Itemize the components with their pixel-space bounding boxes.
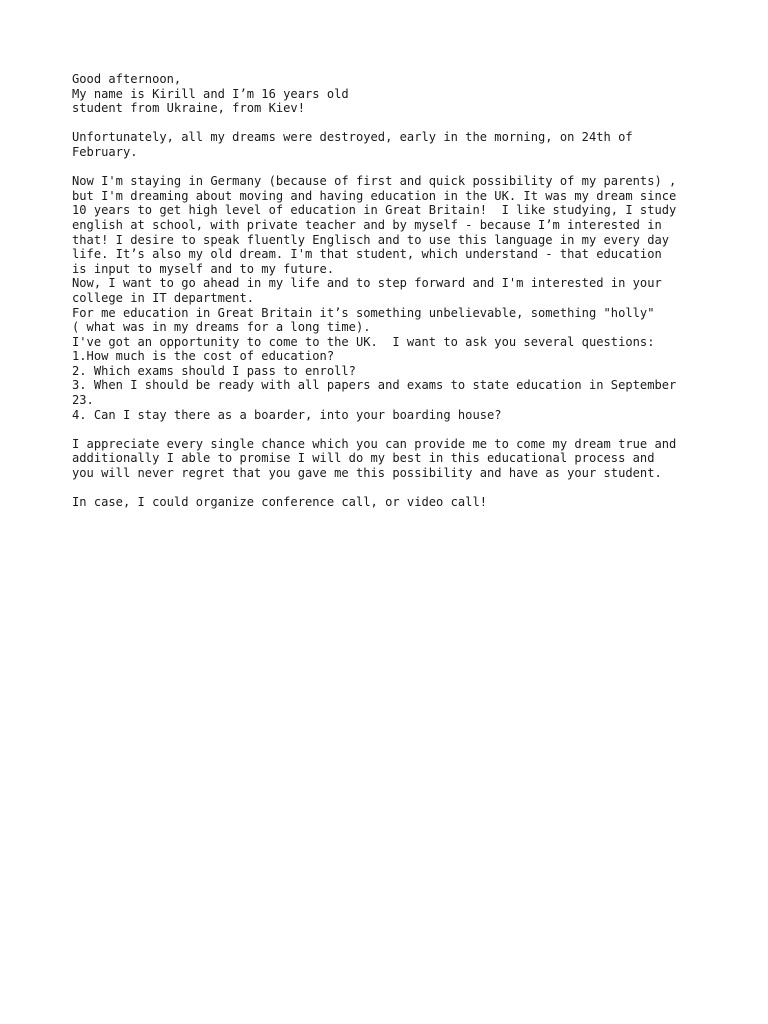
- text-line: For me education in Great Britain it’s something unbelievable, something "holly": [72, 305, 655, 320]
- main-paragraph: [72, 174, 712, 422]
- closing-paragraph: [72, 495, 712, 510]
- question-line: 2. Which exams should I pass to enroll?: [72, 363, 356, 378]
- text-line: I've got an opportunity to come to the UK. I want to ask you several questions:: [72, 334, 655, 349]
- question-line: 3. When I should be ready with all papers and exams to state education in September: [72, 378, 677, 393]
- text-line: Good afternoon,: [72, 72, 182, 86]
- text-line: college in IT department.: [72, 290, 255, 305]
- appreciation-paragraph: [72, 437, 712, 481]
- text-line: student from Ukraine, from Kiev!: [72, 101, 305, 116]
- text-line: Now, I want to go ahead in my life and to step forward and I'm interested in your: [72, 276, 662, 291]
- question-line: 4. Can I stay there as a boarder, into your boarding house?: [72, 407, 502, 422]
- text-line: In case, I could organize conference call, or video call!: [72, 495, 488, 510]
- text-line: english at school, with private teacher and by myself - because I’m interested in: [72, 217, 662, 232]
- text-line: you will never regret that you gave me this possibility and have as your student.: [72, 466, 662, 481]
- greeting-paragraph: [72, 72, 712, 116]
- letter-body: [72, 72, 712, 524]
- text-line: Now I'm staying in Germany (because of first and quick possibility of my parents) ,: [72, 174, 677, 189]
- text-line: February.: [72, 144, 138, 159]
- text-line: is input to myself and to my future.: [72, 261, 335, 276]
- text-line: additionally I able to promise I will do my best in this educational process and: [72, 451, 655, 466]
- text-line: life. It’s also my old dream. I'm that student, which understand - that education: [72, 247, 662, 262]
- text-line: My name is Kirill and I’m 16 years old: [72, 86, 349, 101]
- text-line: ( what was in my dreams for a long time).: [72, 320, 371, 335]
- text-line: I appreciate every single chance which you can provide me to come my dream true and: [72, 436, 677, 451]
- question-line: 23.: [72, 393, 94, 408]
- text-line: that! I desire to speak fluently Englisch and to use this language in my every day: [72, 232, 670, 247]
- text-line: but I'm dreaming about moving and having education in the UK. It was my dream since: [72, 188, 677, 203]
- question-line: 1.How much is the cost of education?: [72, 349, 335, 364]
- text-line: 10 years to get high level of education in Great Britain! I like studying, I study: [72, 203, 677, 218]
- text-line: Unfortunately, all my dreams were destroyed, early in the morning, on 24th of: [72, 130, 633, 145]
- situation-paragraph: [72, 130, 712, 159]
